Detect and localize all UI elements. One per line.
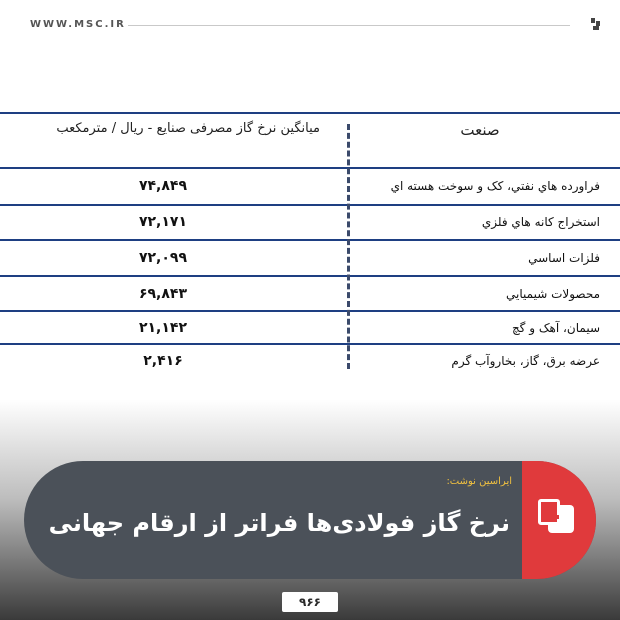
row-value: ۶۹,۸۴۳ <box>138 286 188 302</box>
document-grid-icon <box>591 18 601 31</box>
table-row <box>0 170 620 204</box>
table-top-rule <box>0 112 620 114</box>
site-url: WWW.MSC.IR <box>30 19 126 30</box>
value-column-header: میانگین نرخ گاز مصرفی صنایع - ریال / مترمکعب <box>56 121 320 136</box>
row-value: ۷۲,۱۷۱ <box>138 214 188 230</box>
footer-logo: ۹۶۶ <box>282 592 338 612</box>
header-divider <box>128 25 570 26</box>
gas-rate-table <box>0 112 620 382</box>
table-row <box>0 242 620 276</box>
row-value: ۲,۴۱۶ <box>143 353 183 369</box>
news-tag-icon <box>538 499 574 541</box>
row-industry: فراورده هاي نفتي، كک و سوخت هسته اي <box>390 179 600 193</box>
table-row <box>0 345 620 379</box>
source-label: ایراسین نوشت: <box>446 476 512 487</box>
banner-red-tab <box>522 461 596 579</box>
row-industry: محصولات شيميايي <box>506 287 600 301</box>
row-industry: استخراج کانه هاي فلزي <box>481 215 600 229</box>
headline-banner <box>24 461 596 579</box>
headline-text: نرخ گاز فولادی‌ها فراتر از ارقام جهانی <box>48 509 510 537</box>
row-rule <box>0 275 620 277</box>
table-row <box>0 278 620 312</box>
row-rule <box>0 239 620 241</box>
column-divider <box>347 124 350 369</box>
header-bottom-rule <box>0 167 620 169</box>
table-row <box>0 206 620 240</box>
row-value: ۷۲,۰۹۹ <box>138 250 188 266</box>
row-value: ۷۴,۸۴۹ <box>138 178 188 194</box>
row-industry: فلزات اساسي <box>528 251 600 265</box>
row-value: ۲۱,۱۴۲ <box>138 320 188 336</box>
row-industry: سیمان، آهک و گچ <box>511 321 600 335</box>
row-industry: عرضه برق، گاز، بخاروآب گرم <box>451 354 600 368</box>
table-row <box>0 312 620 346</box>
industry-column-header: صنعت <box>460 121 500 139</box>
